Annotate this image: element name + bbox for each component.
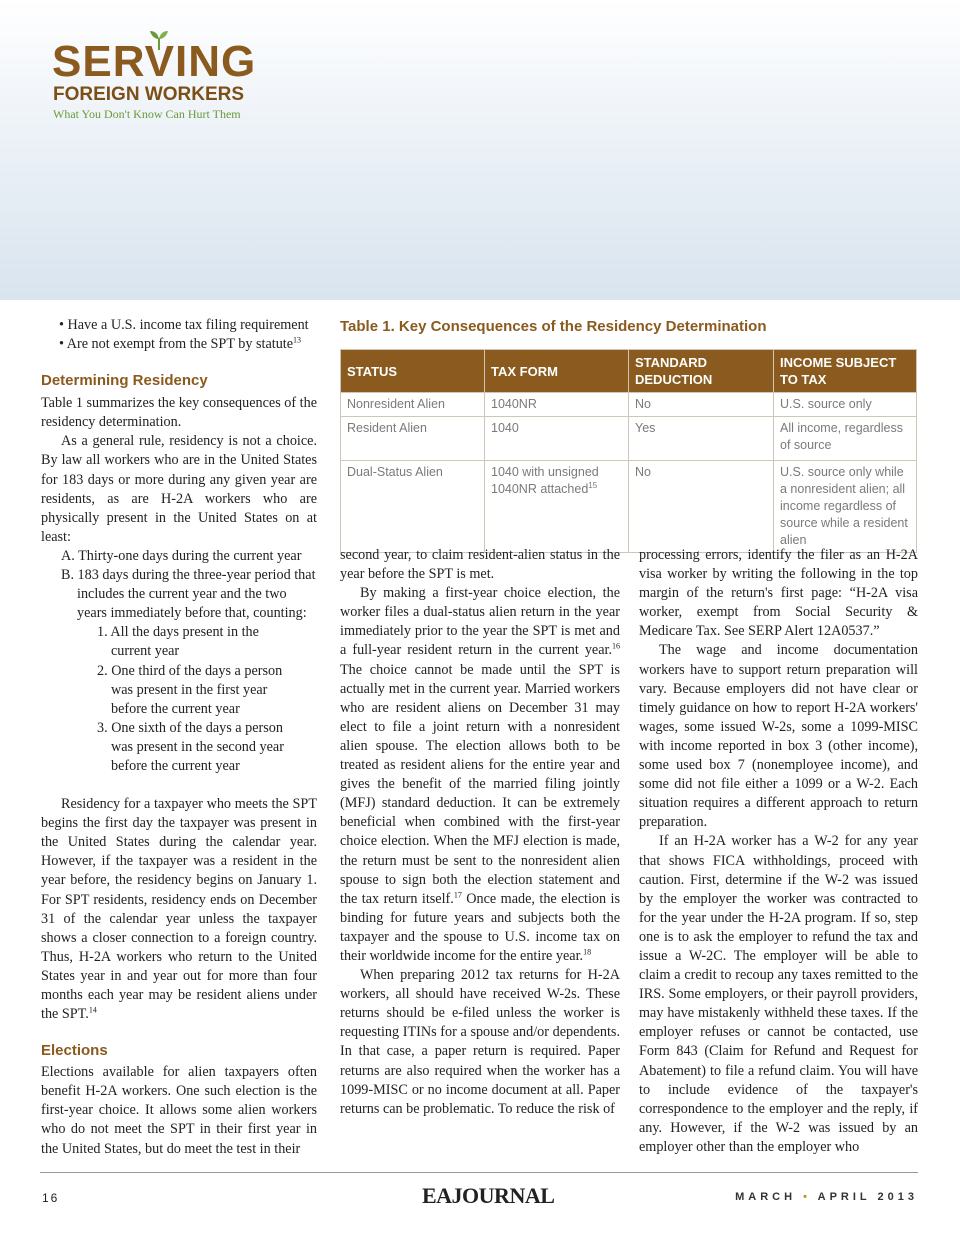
table-cell: Dual-Status Alien — [341, 461, 485, 553]
paragraph: As a general rule, residency is not a choice. By law all workers who are in the United States for 183 days or more during any given year are residents, as are H-2A workers who are physically present in the United States on at least: — [41, 433, 317, 545]
table-cell: U.S. source only — [774, 393, 917, 417]
list-item: B. 183 days during the three-year period that includes the current year and the two years immediately before that, counting: 1. All the days present in the current year 2. One third of the days a person was present in the first year before the current year 3. One sixth of the days a person was present in the second year before the current year — [61, 566, 317, 776]
page-number: 16 — [42, 1191, 60, 1205]
column-header: INCOME SUBJECT TO TAX — [774, 350, 917, 393]
table-cell: No — [629, 393, 774, 417]
table-cell: U.S. source only while a nonresident alien; all income regardless of source while a resident alien — [774, 461, 917, 553]
table-row — [341, 417, 917, 461]
section-title: SERVING — [52, 37, 257, 86]
column-1 — [41, 316, 317, 1159]
table-row — [341, 393, 917, 417]
paragraph: Elections available for alien taxpayers often benefit H-2A workers. One such election is the first-year choice. It allows some alien workers who do not meet the SPT in their first year in the United States, but do meet the test in their — [41, 1064, 317, 1157]
table-cell: Nonresident Alien — [341, 393, 485, 417]
table-cell: Resident Alien — [341, 417, 485, 461]
paragraph: The wage and income documentation workers have to support return preparation will vary. Because employers did not have clear or timely guidance on how to report H-2A workers' wages, some issued W-2s, some a 1099-MISC with income reported in box 3 (other income), some used box 7 (nonemployee income), and some did not file either a 1099 or a W-2. Each situation requires a different approach to return preparation. — [639, 642, 918, 831]
residency-table — [340, 349, 917, 553]
paragraph: second year, to claim resident-alien status in the year before the SPT is met. — [340, 547, 620, 583]
table-row — [341, 461, 917, 553]
list-item: 2. One third of the days a person was present in the first year before the current year — [97, 662, 283, 717]
table-cell: All income, regardless of source — [774, 417, 917, 461]
table-cell: No — [629, 461, 774, 553]
table-cell: 1040NR — [485, 393, 629, 417]
paragraph: Table 1 summarizes the key consequences of the residency determination. — [41, 395, 317, 431]
column-header: STANDARD DEDUCTION — [629, 350, 774, 393]
table-cell: 1040 — [485, 417, 629, 461]
paragraph: processing errors, identify the filer as an H-2A visa worker by writing the following in the top margin of the return's first page: “H-2A visa worker, exempt from Social Security & Medicare Tax. See SERP Alert 12A0537.” — [639, 547, 918, 640]
section-logo — [52, 36, 282, 126]
heading-elections: Elections — [41, 1042, 108, 1060]
table-title: Table 1. Key Consequences of the Residency Determination — [340, 318, 767, 335]
list-item: • Are not exempt from the SPT by statute$^{13}$ — [59, 335, 302, 353]
list-item: 1. All the days present in the current year — [97, 624, 259, 660]
column-2 — [340, 546, 620, 1119]
spt-criteria-list — [41, 547, 317, 776]
table-header-row — [341, 350, 917, 393]
list-item: • Have a U.S. income tax filing requirement — [59, 317, 309, 333]
paragraph: If an H-2A worker has a W-2 for any year that shows FICA withholdings, proceed with caution. First, determine if the W-2 was issued by the employer the worker was contracted to for the year under the H-2A program. If so, step one is to ask the employer to refund the tax and issue a W-2C. The employer will be able to claim a credit to recoup any taxes remitted to the IRS. Some employers, or their payroll providers, may have mistakenly withheld these taxes. If the employer refuses or cannot be contacted, use Form 843 (Claim for Refund and Request for Abatement) to file a refund claim. You will have to include evidence of the taxpayer's correspondence to the employer and the reply, if any. However, if the W-2 was issued by an employer other than the employer who — [639, 833, 918, 1155]
list-item: 3. One sixth of the days a person was present in the second year before the current year — [97, 719, 284, 774]
requirements-list — [59, 316, 317, 354]
separator-dot: • — [803, 1191, 811, 1203]
section-subtitle: FOREIGN WORKERS — [53, 84, 245, 105]
column-3 — [639, 546, 918, 1157]
column-header: STATUS — [341, 350, 485, 393]
paragraph: Residency for a taxpayer who meets the SPT begins the first day the taxpayer was present in the United States during the calendar year. However, if the taxpayer was a resident in the year before, the residency begins on January 1. For SPT residents, residency ends on December 31 of the calendar year unless the taxpayer shows a closer connection to a foreign country. Thus, H-2A workers who return to the United States year in and year out for more than four months each year may be resident aliens under the SPT.$^{14}$ — [41, 796, 317, 1023]
list-item: A. Thirty-one days during the current year — [61, 547, 302, 564]
footer-divider — [40, 1172, 918, 1173]
table-cell: Yes — [629, 417, 774, 461]
paragraph: When preparing 2012 tax returns for H-2A workers, all should have received W-2s. These returns should be e-filed unless the worker is requesting ITINs for a spouse and/or dependents. In that case, a paper return is required. Paper returns are also required when the worker has a 1099-MISC or no income document at all. Paper returns can be problematic. To reduce the risk of — [340, 967, 620, 1117]
issue-date: MARCH • APRIL 2013 — [735, 1191, 918, 1203]
publication-logo: EAJOURNAL — [422, 1183, 555, 1208]
heading-determining-residency: Determining Residency — [41, 372, 208, 390]
paragraph: By making a first-year choice election, the worker files a dual-status alien return in the year immediately prior to the year the SPT is met and a full-year resident return in the current year.$^{16}$ The choice cannot be made until the SPT is actually met in the current year. Married workers who are resident aliens on December 31 may elect to file a joint return with a nonresident alien spouse. The election allows both to be treated as resident aliens for the entire year and gives the benefit of the married filing jointly (MFJ) standard deduction. It can be extremely beneficial when combined with the first-year choice election. When the MFJ election is made, the return must be sent to the nonresident alien spouse to sign both the election statement and the tax return itself.$^{17}$ Once made, the election is binding for future years and subjects both the taxpayer and the spouse to U.S. income tax on their worldwide income for the entire year.$^{18}$ — [340, 585, 620, 964]
table-cell: 1040 with unsigned 1040NR attached$^{15}$ — [485, 461, 629, 553]
column-header: TAX FORM — [485, 350, 629, 393]
section-tagline: What You Don't Know Can Hurt Them — [53, 107, 241, 121]
